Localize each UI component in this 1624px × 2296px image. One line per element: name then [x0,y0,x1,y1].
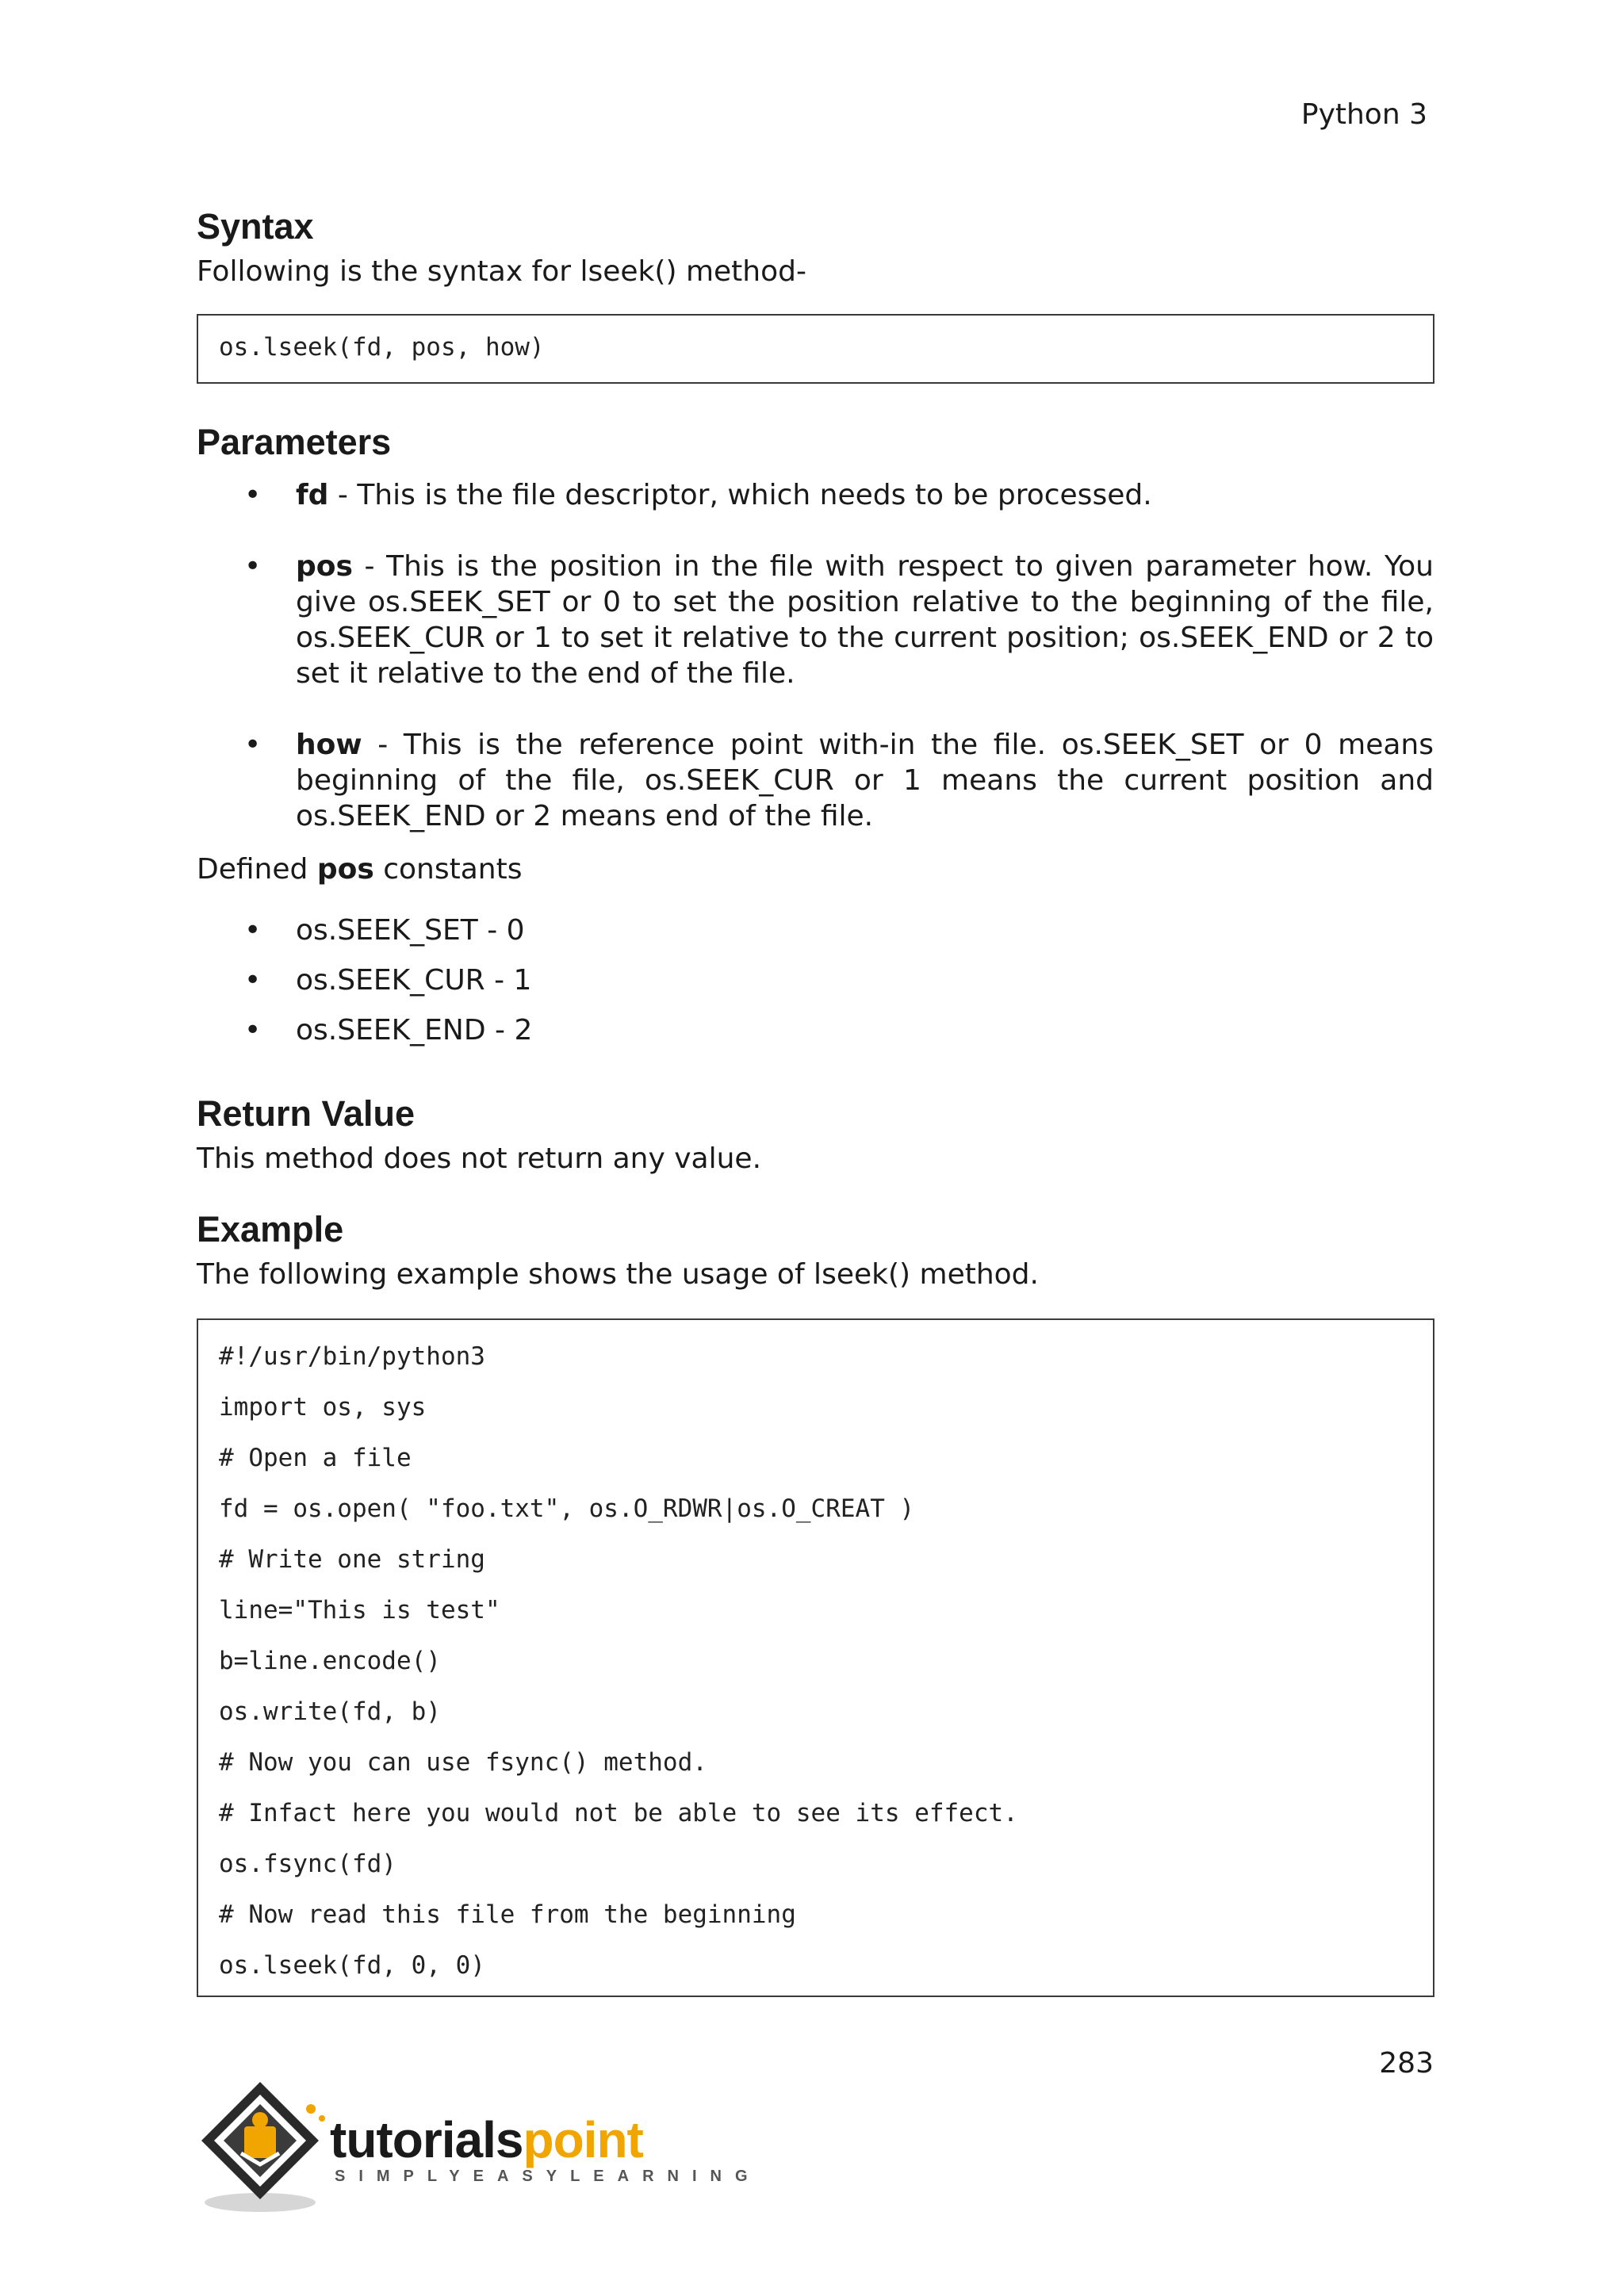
code-line: line="This is test" [219,1596,500,1624]
parameters-heading: Parameters [197,422,392,462]
logo-tagline: SIMPLYEASYLEARNING [335,2168,761,2185]
bullet: • [244,729,262,761]
logo-diamond-icon [195,2076,338,2214]
code-line: b=line.encode() [219,1647,441,1675]
bullet: • [244,550,262,583]
parameter-term: how [296,729,362,761]
parameter-description: - This is the reference point with-in the file. os.SEEK_SET or 0 means beginning of the file, os.SEEK_CUR or 1 means the current position and os.SEEK_END or 2 means end of the file. [296,729,1434,832]
parameter-description: - This is the file descriptor, which needs to be processed. [328,479,1152,511]
syntax-code-box [197,314,1434,384]
constant-item [197,905,1434,955]
constants-intro-text: Defined [197,853,317,886]
syntax-heading: Syntax [197,206,314,247]
constants-intro [197,851,1434,888]
bullet: • [244,964,262,997]
parameter-item-how [197,727,1434,834]
code-line: os.fsync(fd) [219,1850,396,1878]
code-line: os.lseek(fd, 0, 0) [219,1951,485,1980]
parameter-term: pos [296,550,353,583]
return-value-text: This method does not return any value. [197,1142,762,1175]
code-line: # Open a file [219,1444,412,1472]
syntax-code: os.lseek(fd, pos, how) [219,333,545,362]
code-line: # Now read this file from the beginning [219,1900,796,1929]
parameter-description: - This is the position in the file with respect to given parameter how. You give os.SEEK_SET or 0 to set the position relative to the beginning of the file, os.SEEK_CUR or 1 to set it relative to the current position; os.SEEK_END or 2 to set it relative to the end of the file. [296,550,1434,690]
constants-intro-text: constants [373,853,523,886]
constant-item [197,1005,1434,1055]
constant-item [197,955,1434,1005]
tutorialspoint-logo [195,2076,761,2214]
logo-word: tutorials [330,2111,523,2168]
parameter-item-pos [197,549,1434,691]
logo-word-accent: point [523,2111,643,2168]
code-line: fd = os.open( "foo.txt", os.O_RDWR|os.O_CREAT ) [219,1494,915,1523]
code-line: # Write one string [219,1545,485,1574]
page-content [197,205,1434,1997]
example-intro: The following example shows the usage of lseek() method. [197,1258,1039,1291]
example-heading: Example [197,1209,344,1249]
return-value-heading: Return Value [197,1093,416,1134]
constant-text: os.SEEK_SET - 0 [296,914,525,947]
bullet: • [244,1014,262,1047]
constant-text: os.SEEK_END - 2 [296,1014,533,1047]
page-number: 283 [1379,2047,1434,2080]
constant-text: os.SEEK_CUR - 1 [296,964,532,997]
bullet: • [244,914,262,947]
code-line: os.write(fd, b) [219,1697,441,1726]
running-header: Python 3 [1300,98,1427,131]
code-line: # Now you can use fsync() method. [219,1748,707,1777]
example-code-box [197,1318,1434,1997]
parameter-list [197,477,1434,834]
code-line: #!/usr/bin/python3 [219,1342,485,1371]
constants-intro-term: pos [316,853,374,886]
bullet: • [244,479,262,511]
parameter-item-fd [197,477,1434,513]
constants-list [197,905,1434,1055]
code-line: # Infact here you would not be able to see its effect. [219,1799,1018,1827]
code-line: import os, sys [219,1393,427,1422]
parameter-term: fd [296,479,329,511]
logo-wordmark [330,2110,643,2169]
syntax-intro: Following is the syntax for lseek() method- [197,255,806,288]
